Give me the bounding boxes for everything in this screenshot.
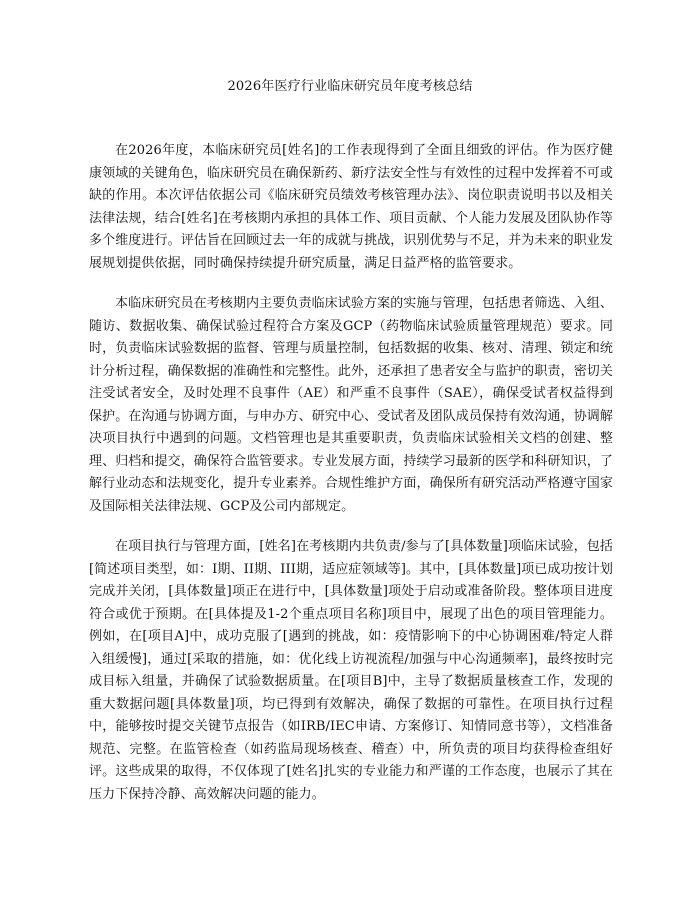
paragraph-project-execution: 在项目执行与管理方面，[姓名]在考核期内共负责/参与了[具体数量]项临床试验，包括[简述项目类型，如：I期、II期、III期，适应症领域等]。其中，[具体数量]项已成功按计划完成并关闭，[具体数量]项正在进行中，[具体数量]项处于启动或准备阶段。整体项目进度符合或优于预期。在[具体提及1-2个重点项目名称]项目中，展现了出色的项目管理能力。例如，在[项目A]中，成功克服了[遇到的挑战，如：疫情影响下的中心协调困难/特定人群入组缓慢]，通过[采取的措施，如：优化线上访视流程/加强与中心沟通频率]，最终按时完成目标入组量，并确保了试验数据质量。在[项目B]中，主导了数据质量核查工作，发现的重大数据问题[具体数量]项，均已得到有效解决，确保了数据的可靠性。在项目执行过程中，能够按时提交关键节点报告（如IRB/IEC申请、方案修订、知情同意书等），文档准备规范、完整。在监管检查（如药监局现场核查、稽查）中，所负责的项目均获得检查组好评。这些成果的取得，不仅体现了[姓名]扎实的专业能力和严谨的工作态度，也展示了其在压力下保持冷静、高效解决问题的能力。 [89,539,613,802]
paragraph-responsibilities: 本临床研究员在考核期内主要负责临床试验方案的实施与管理，包括患者筛选、入组、随访、数据收集、确保试验过程符合方案及GCP（药物临床试验质量管理规范）要求。同时，负责临床试验数据的监督、管理与质量控制，包括数据的收集、核对、清理、锁定和统计分析过程，确保数据的准确性和完整性。此外，还承担了患者安全与监护的职责，密切关注受试者安全，及时处理不良事件（AE）和严重不良事件（SAE），确保受试者权益得到保护。在沟通与协调方面，与申办方、研究中心、受试者及团队成员保持有效沟通，协调解决项目执行中遇到的问题。文档管理也是其重要职责，负责临床试验相关文档的创建、整理、归档和提交，确保符合监管要求。专业发展方面，持续学习最新的医学和科研知识，了解行业动态和法规变化，提升专业素养。合规性维护方面，确保所有研究活动严格遵守国家及国际相关法律法规、GCP及公司内部规定。 [89,296,614,514]
paragraph-intro: 在2026年度，本临床研究员[姓名]的工作表现得到了全面且细致的评估。作为医疗健康领域的关键角色，临床研究员在确保新药、新疗法安全性与有效性的过程中发挥着不可或缺的作用。本次评估依据公司《临床研究员绩效考核管理办法》、岗位职责说明书以及相关法律法规，结合[姓名]在考核期内承担的具体工作、项目贡献、个人能力发展及团队协作等多个维度进行。评估旨在回顾过去一年的成就与挑战，识别优势与不足，并为未来的职业发展规划提供依据，同时确保持续提升研究质量，满足日益严格的监管要求。 [89,143,614,271]
document-title: 2026年医疗行业临床研究员年度考核总结 [227,79,473,94]
document-body [89,140,613,824]
